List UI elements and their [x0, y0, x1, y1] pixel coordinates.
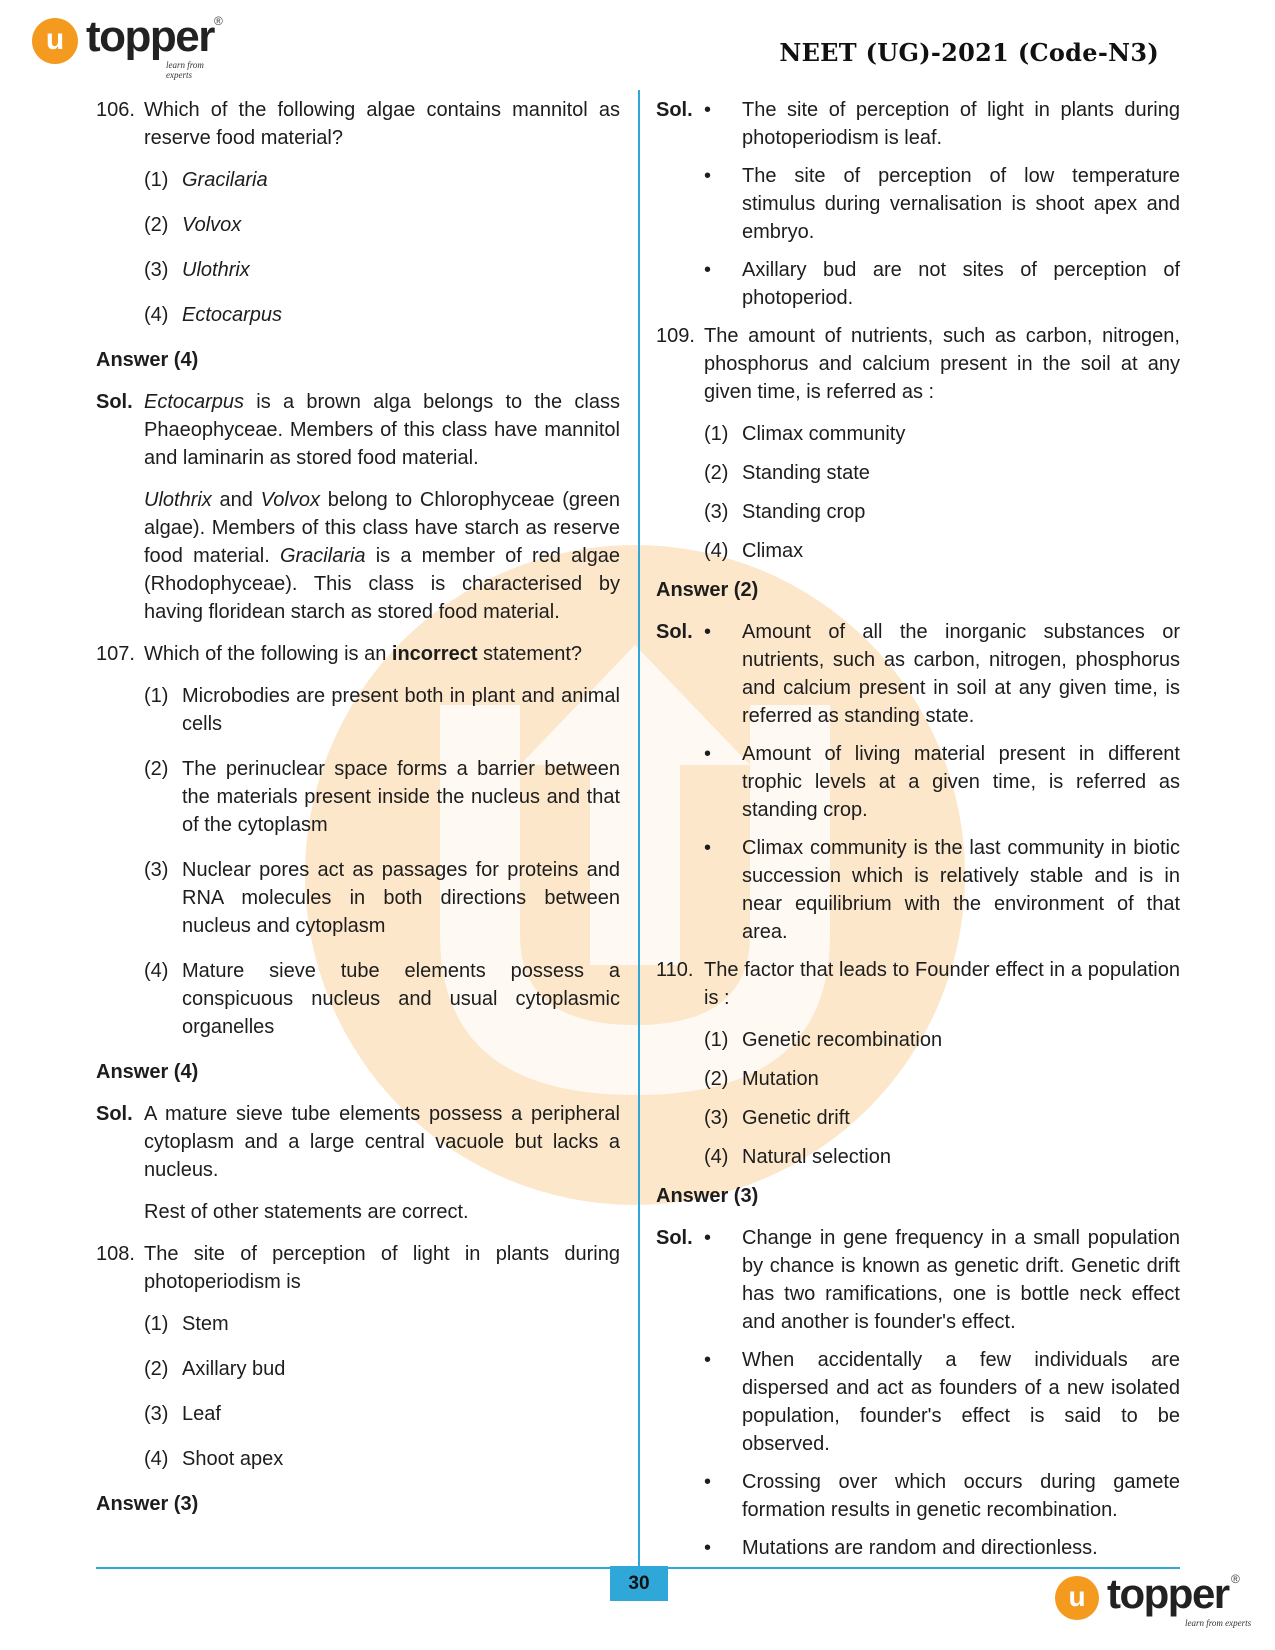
sol-point-text: The site of perception of light in plants during photoperiodism is leaf. — [742, 99, 1180, 149]
q107-options — [144, 682, 620, 1041]
bullet-icon: • — [704, 99, 712, 121]
bullet-icon: • — [704, 1227, 712, 1249]
option-text: Gracilaria — [182, 169, 268, 191]
option — [144, 1310, 620, 1338]
sol-text: Ectocarpus is a brown alga belongs to the class Phaeophyceae. Members of this class have mannitol and laminarin as stored food material. — [144, 391, 620, 469]
option-text: Axillary bud — [182, 1358, 286, 1380]
sol-label: Sol. — [656, 99, 693, 121]
option — [704, 1026, 1180, 1054]
logo-wordmark: topper — [86, 12, 214, 61]
option-number: (4) — [704, 540, 729, 562]
option-text: Mutation — [742, 1068, 819, 1090]
option-text: The perinuclear space forms a barrier between the materials present inside the nucleus and that of the cytoplasm — [182, 758, 620, 836]
option — [144, 256, 620, 284]
option — [144, 957, 620, 1041]
bullet-icon: • — [704, 165, 712, 187]
sol-point-text: Crossing over which occurs during gamete formation results in genetic recombination. — [742, 1471, 1180, 1521]
sol-point-text: Amount of all the inorganic substances or nutrients, such as carbon, nitrogen, phosphorus and calcium present in soil at any given time, is referred as standing state. — [742, 621, 1180, 727]
sol-point-text: Mutations are random and directionless. — [742, 1537, 1098, 1559]
solution-110-point — [656, 1534, 1180, 1562]
sol-label: Sol. — [656, 621, 693, 643]
question-107 — [96, 640, 620, 668]
column-divider — [638, 90, 640, 1570]
solution-109-point — [656, 834, 1180, 946]
answer-109: Answer (2) — [656, 579, 759, 601]
solution-107 — [96, 1100, 620, 1184]
sol-label: Sol. — [656, 1227, 693, 1249]
question-109 — [656, 322, 1180, 406]
bullet-icon: • — [704, 1471, 712, 1493]
left-column — [96, 96, 620, 1532]
exam-title: NEET (UG)-2021 (Code-N3) — [779, 38, 1159, 67]
page-number: 30 — [610, 1566, 668, 1601]
option — [144, 1445, 620, 1473]
option — [144, 755, 620, 839]
option-number: (3) — [144, 259, 169, 281]
solution-108-point — [656, 96, 1180, 152]
bullet-icon: • — [704, 837, 712, 859]
question-number: 108. — [96, 1243, 135, 1265]
option-number: (2) — [144, 214, 169, 236]
solution-110-point — [656, 1224, 1180, 1336]
option-text: Standing crop — [742, 501, 866, 523]
registered-mark: ® — [1231, 1572, 1240, 1586]
option — [144, 301, 620, 329]
q108-options — [144, 1310, 620, 1473]
option-text: Nuclear pores act as passages for proteins and RNA molecules in both directions between nucleus and cytoplasm — [182, 859, 620, 937]
option — [704, 537, 1180, 565]
option-text: Volvox — [182, 214, 242, 236]
answer-110: Answer (3) — [656, 1185, 759, 1207]
logo-tagline: learn from experts — [1185, 1618, 1252, 1628]
question-number: 107. — [96, 643, 135, 665]
option — [144, 856, 620, 940]
bullet-icon: • — [704, 1349, 712, 1371]
option-text: Mature sieve tube elements possess a conspicuous nucleus and usual cytoplasmic organelles — [182, 960, 620, 1038]
option-number: (4) — [704, 1146, 729, 1168]
sol-point-text: Climax community is the last community in biotic succession which is relatively stable and is in near equilibrium with the environment of that area. — [742, 837, 1180, 943]
question-106 — [96, 96, 620, 152]
option-text: Ectocarpus — [182, 304, 283, 326]
sol-point-text: When accidentally a few individuals are dispersed and act as founders of a new isolated population, founder's effect is said to be observed. — [742, 1349, 1180, 1455]
option-text: Climax community — [742, 423, 906, 445]
solution-110-point — [656, 1468, 1180, 1524]
option-number: (2) — [704, 1068, 729, 1090]
option-number: (3) — [704, 1107, 729, 1129]
option — [704, 1104, 1180, 1132]
question-number: 109. — [656, 325, 695, 347]
option-number: (3) — [144, 859, 169, 881]
sol-point-text: Amount of living material present in different trophic levels at a given time, is referred as standing crop. — [742, 743, 1180, 821]
question-text: Which of the following algae contains mannitol as reserve food material? — [144, 99, 620, 149]
bullet-icon: • — [704, 1537, 712, 1559]
option-text: Shoot apex — [182, 1448, 284, 1470]
question-text: The factor that leads to Founder effect in a population is : — [704, 959, 1180, 1009]
question-110 — [656, 956, 1180, 1012]
q110-options — [704, 1026, 1180, 1171]
option-text: Genetic recombination — [742, 1029, 943, 1051]
option — [704, 1143, 1180, 1171]
registered-mark: ® — [214, 14, 223, 28]
option-text: Ulothrix — [182, 259, 250, 281]
u-circle-logo-icon: u — [1055, 1576, 1099, 1620]
header-topper-logo — [32, 12, 232, 80]
question-108 — [96, 1240, 620, 1296]
sol-point-text: The site of perception of low temperature stimulus during vernalisation is shoot apex and embryo. — [742, 165, 1180, 243]
solution-109-point — [656, 740, 1180, 824]
question-text: The amount of nutrients, such as carbon, nitrogen, phosphorus and calcium present in the soil at any given time, is referred as : — [704, 325, 1180, 403]
bullet-icon: • — [704, 259, 712, 281]
answer-107: Answer (4) — [96, 1061, 199, 1083]
solution-107-para: Rest of other statements are correct. — [144, 1201, 469, 1223]
logo-tagline: learn from experts — [166, 60, 204, 80]
question-text: Which of the following is an incorrect statement? — [144, 643, 583, 665]
answer-106: Answer (4) — [96, 349, 199, 371]
option — [144, 166, 620, 194]
option-number: (2) — [144, 758, 169, 780]
option-number: (2) — [704, 462, 729, 484]
question-number: 106. — [96, 99, 135, 121]
sol-text: A mature sieve tube elements possess a peripheral cytoplasm and a large central vacuole but lacks a nucleus. — [144, 1103, 620, 1181]
bullet-icon: • — [704, 743, 712, 765]
option-text: Natural selection — [742, 1146, 891, 1168]
option-number: (4) — [144, 304, 169, 326]
solution-106-para: Ulothrix and Volvox belong to Chlorophyceae (green algae). Members of this class have starch as reserve food material. Gracilaria is a member of red algae (Rhodophyceae). This class is characterised by having floridean starch as stored food material. — [144, 489, 621, 623]
solution-108-point — [656, 256, 1180, 312]
footer-topper-logo — [1055, 1572, 1255, 1632]
answer-108: Answer (3) — [96, 1493, 199, 1515]
q106-options — [144, 166, 620, 329]
question-text: The site of perception of light in plants during photoperiodism is — [144, 1243, 620, 1293]
option-text: Leaf — [182, 1403, 221, 1425]
option-number: (4) — [144, 1448, 169, 1470]
option-number: (3) — [704, 501, 729, 523]
sol-point-text: Axillary bud are not sites of perception of photoperiod. — [742, 259, 1180, 309]
option-number: (1) — [144, 1313, 169, 1335]
option-text: Microbodies are present both in plant and animal cells — [182, 685, 620, 735]
option — [144, 682, 620, 738]
option-number: (1) — [704, 1029, 729, 1051]
u-circle-logo-icon: u — [32, 18, 78, 64]
q109-options — [704, 420, 1180, 565]
option-number: (1) — [704, 423, 729, 445]
option-text: Stem — [182, 1313, 229, 1335]
option-text: Genetic drift — [742, 1107, 850, 1129]
solution-110-point — [656, 1346, 1180, 1458]
solution-109-point — [656, 618, 1180, 730]
bullet-icon: • — [704, 621, 712, 643]
option — [144, 211, 620, 239]
solution-106 — [96, 388, 620, 472]
option-number: (1) — [144, 169, 169, 191]
option — [704, 459, 1180, 487]
sol-point-text: Change in gene frequency in a small population by chance is known as genetic drift. Genetic drift has two ramifications, one is bottle neck effect and another is founder's effect. — [742, 1227, 1180, 1333]
sol-label: Sol. — [96, 1103, 133, 1125]
option-number: (1) — [144, 685, 169, 707]
option-number: (2) — [144, 1358, 169, 1380]
option-text: Standing state — [742, 462, 870, 484]
solution-108-point — [656, 162, 1180, 246]
option-number: (4) — [144, 960, 169, 982]
option-text: Climax — [742, 540, 804, 562]
option — [144, 1400, 620, 1428]
option-number: (3) — [144, 1403, 169, 1425]
question-number: 110. — [656, 959, 694, 981]
option — [704, 498, 1180, 526]
logo-wordmark: topper — [1107, 1570, 1229, 1617]
option — [704, 1065, 1180, 1093]
sol-label: Sol. — [96, 391, 133, 413]
right-column — [656, 96, 1180, 1572]
option — [704, 420, 1180, 448]
option — [144, 1355, 620, 1383]
